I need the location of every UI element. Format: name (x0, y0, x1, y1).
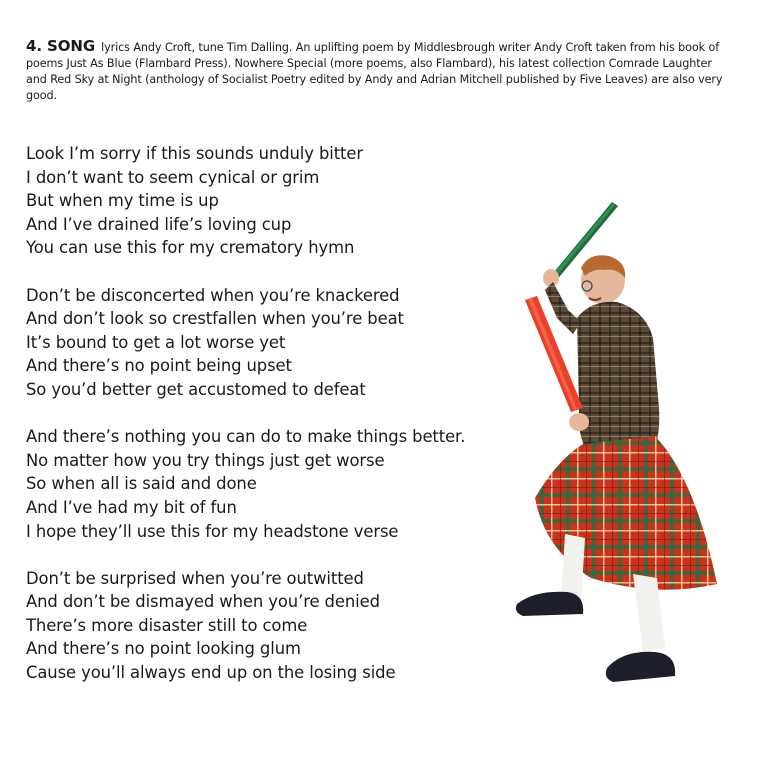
song-title: 4. SONG (26, 37, 96, 55)
song-intro-text: lyrics Andy Croft, tune Tim Dalling. An uplifting poem by Middlesbrough writer Andy Croft taken from his book of poems Just As Blue (Flambard Press). Nowhere Special (more poems, also Flambard), his latest collection Comrade Laughter and Red Sky at Night (anthology of Socialist Poetry edited by Andy and Adrian Mitchell published by Five Leaves) are also very good. (26, 41, 723, 102)
poem-line: Don’t be surprised when you’re outwitted (26, 568, 364, 588)
poem-line: And don’t be dismayed when you’re denied (26, 592, 380, 612)
red-tube (525, 296, 583, 412)
kilted-man-with-tubes-icon (505, 198, 735, 698)
stanza (26, 567, 506, 685)
poem-line: Don’t be disconcerted when you’re knackered (26, 285, 400, 305)
song-intro (26, 38, 736, 104)
stanza (26, 284, 506, 402)
poem-lyrics (26, 142, 506, 708)
poem-line: So you’d better get accustomed to defeat (26, 379, 366, 399)
head (581, 255, 625, 304)
poem-line: Look I’m sorry if this sounds unduly bitter (26, 144, 364, 163)
poem-line: I hope they’ll use this for my headstone verse (26, 521, 399, 541)
poem-line: And don’t look so crestfallen when you’re beat (26, 309, 404, 329)
stanza (26, 425, 506, 543)
poem-line: So when all is said and done (26, 474, 257, 494)
poem-line: It’s bound to get a lot worse yet (26, 332, 286, 352)
poem-line: But when my time is up (26, 191, 219, 211)
stanza (26, 142, 506, 260)
poem-line: There’s more disaster still to come (26, 615, 308, 635)
poem-line: You can use this for my crematory hymn (26, 238, 355, 258)
poem-line: I don’t want to seem cynical or grim (26, 167, 320, 187)
poem-line: And there’s nothing you can do to make things better. (26, 427, 466, 447)
kilted-man-illustration (505, 198, 735, 698)
poem-line: Cause you’ll always end up on the losing side (26, 663, 396, 683)
poem-line: And I’ve drained life’s loving cup (26, 214, 292, 234)
poem-line: No matter how you try things just get worse (26, 450, 385, 470)
poem-line: And there’s no point being upset (26, 356, 292, 376)
poem-line: And I’ve had my bit of fun (26, 497, 237, 517)
poem-line: And there’s no point looking glum (26, 639, 301, 659)
